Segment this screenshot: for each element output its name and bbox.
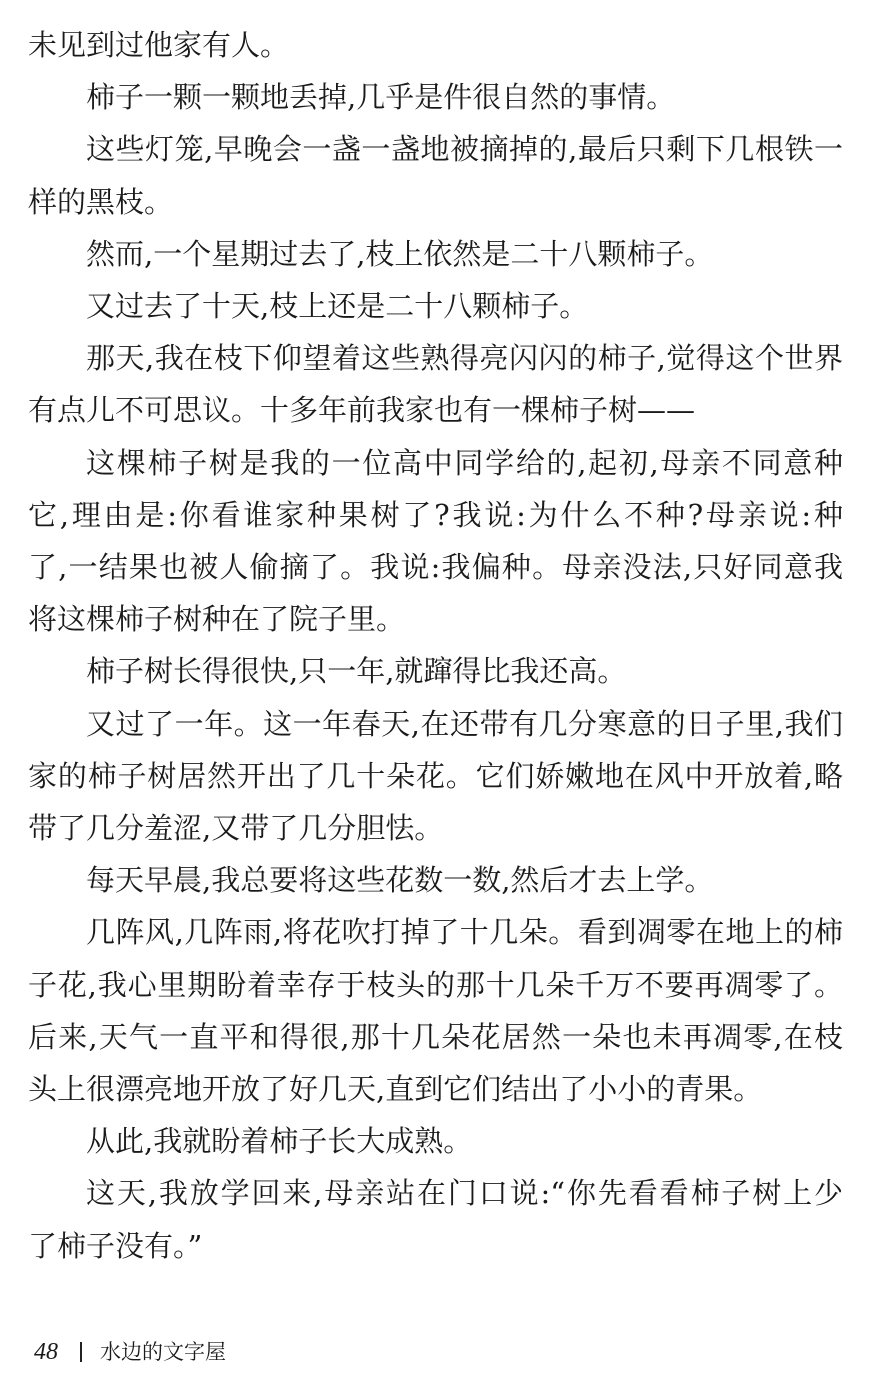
- text-line: 了柿子没有。”: [28, 1228, 203, 1263]
- text-line: 带了几分羞涩,又带了几分胆怯。: [28, 811, 444, 845]
- text-line: 从此,我就盼着柿子长大成熟。: [86, 1124, 473, 1159]
- text-line: 又过去了十天,枝上还是二十八颗柿子。: [86, 289, 589, 323]
- text-line: 这天,我放学回来,母亲站在门口说:“你先看看柿子树上少: [86, 1176, 843, 1211]
- text-line: 有点儿不可思议。十多年前我家也有一棵柿子树——: [28, 393, 696, 428]
- text-line: 后来,天气一直平和得很,那十几朵花居然一朵也未再凋零,在枝: [28, 1019, 843, 1054]
- text-line: 未见到过他家有人。: [28, 28, 290, 62]
- text-line: 每天早晨,我总要将这些花数一数,然后才去上学。: [86, 863, 714, 898]
- page-number: 48: [34, 1339, 58, 1365]
- text-line: 头上很漂亮地开放了好几天,直到它们结出了小小的青果。: [28, 1072, 763, 1106]
- text-line: 家的柿子树居然开出了几十朵花。它们娇嫩地在风中开放着,略: [28, 758, 843, 793]
- text-line: 又过了一年。这一年春天,在还带有几分寒意的日子里,我们: [86, 706, 843, 741]
- text-line: 子花,我心里期盼着幸存于枝头的那十几朵千万不要再凋零了。: [28, 967, 843, 1002]
- text-line: 那天,我在枝下仰望着这些熟得亮闪闪的柿子,觉得这个世界: [86, 341, 843, 376]
- page-footer: [34, 1334, 226, 1370]
- text-line: 了,一结果也被人偷摘了。我说:我偏种。母亲没法,只好同意我: [28, 550, 843, 584]
- text-line: 几阵风,几阵雨,将花吹打掉了十几朵。看到凋零在地上的柿: [86, 915, 843, 950]
- text-line: 这些灯笼,早晚会一盏一盏地被摘掉的,最后只剩下几根铁一: [86, 132, 843, 167]
- text-line: 样的黑枝。: [28, 184, 174, 219]
- text-line: 这棵柿子树是我的一位高中同学给的,起初,母亲不同意种: [86, 445, 843, 480]
- text-line: 柿子一颗一颗地丢掉,几乎是件很自然的事情。: [86, 80, 676, 115]
- text-line: 柿子树长得很快,只一年,就蹿得比我还高。: [86, 654, 627, 689]
- text-line: 它,理由是:你看谁家种果树了?我说:为什么不种?母亲说:种: [28, 497, 843, 532]
- footer-divider: [80, 1342, 82, 1362]
- book-title: 水边的文字屋: [100, 1340, 226, 1364]
- text-line: 将这棵柿子树种在了院子里。: [28, 602, 406, 637]
- text-line: 然而,一个星期过去了,枝上依然是二十八颗柿子。: [86, 236, 714, 271]
